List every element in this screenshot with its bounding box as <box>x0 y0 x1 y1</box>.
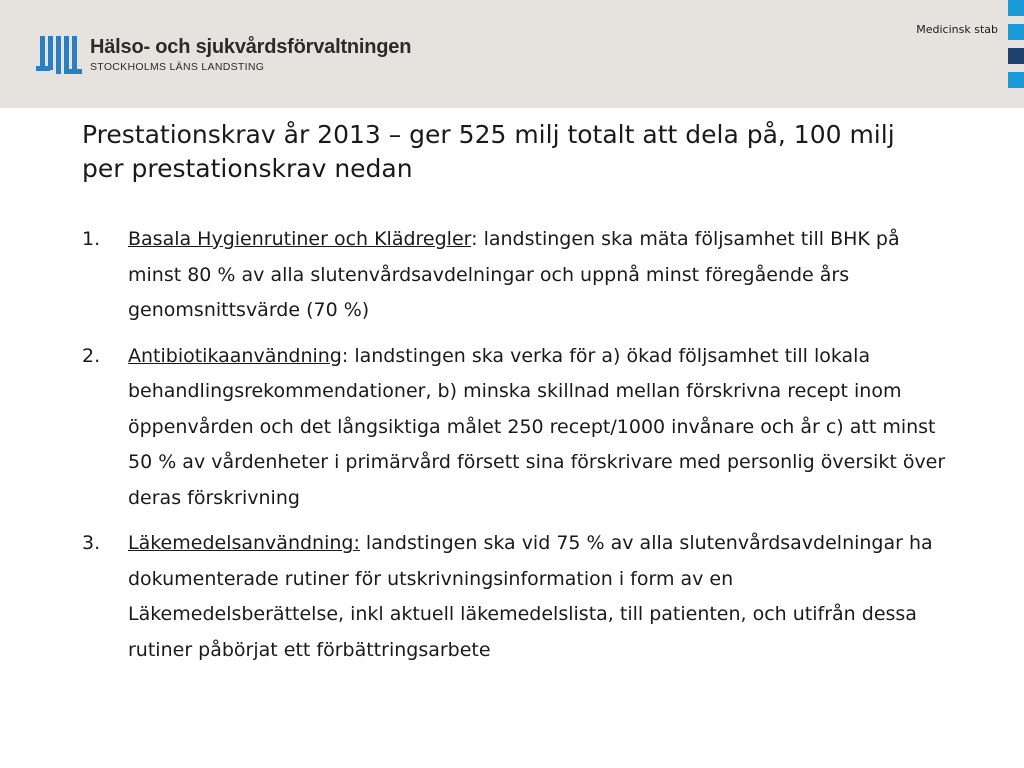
sll-logo-icon <box>36 36 82 76</box>
department-label: Medicinsk stab <box>916 23 998 36</box>
organization-name: Hälso- och sjukvårdsförvaltningen <box>90 36 412 58</box>
square-3 <box>1008 48 1024 64</box>
item-text: landstingen ska verka för a) ökad följsamhet till lokala behandlingsrekommendationer, b) minska skillnad mellan förskrivna recept inom öppenvården och det långsiktiga målet 250 recept/1000 invånare och år c) att minst 50 % av vårdenheter i primärvård försett sina förskrivare med personlig översikt över deras förskrivning <box>128 344 946 509</box>
square-2 <box>1008 24 1024 40</box>
organization-subtitle: STOCKHOLMS LÄNS LANDSTING <box>90 61 265 73</box>
list-item <box>82 339 952 517</box>
item-body <box>128 339 952 517</box>
item-text: landstingen ska mäta följsamhet till BHK på minst 80 % av alla slutenvårdsavdelningar och uppnå minst föregående års genomsnittsvärde (70 %) <box>128 228 900 321</box>
item-heading: Läkemedelsanvändning: <box>128 532 360 554</box>
header-band <box>0 0 1024 108</box>
item-number: 2. <box>82 344 101 367</box>
slide-title: Prestationskrav år 2013 – ger 525 milj totalt att dela på, 100 milj per prestationskrav nedan <box>82 120 895 183</box>
item-number: 3. <box>82 532 101 554</box>
organization-logo <box>36 36 411 76</box>
list-item <box>82 526 952 668</box>
square-1 <box>1008 0 1024 16</box>
item-separator: : <box>341 344 349 367</box>
item-body <box>128 222 952 329</box>
item-body <box>128 526 952 668</box>
item-text: landstingen ska vid 75 % av alla slutenvårdsavdelningar ha dokumenterade rutiner för utskrivningsinformation i form av en Läkemedelsberättelse, inkl aktuell läkemedelslista, till patienten, och utifrån dessa rutiner påbörjat ett förbättringsarbete <box>128 532 933 661</box>
decorative-squares <box>1008 0 1024 96</box>
item-heading: Basala Hygienrutiner och Klädregler <box>128 228 472 250</box>
list-item <box>82 222 952 329</box>
item-separator: : <box>471 228 478 250</box>
item-number: 1. <box>82 228 101 250</box>
square-4 <box>1008 72 1024 88</box>
requirements-list <box>82 222 952 678</box>
item-heading: Antibiotikaanvändning <box>128 344 342 367</box>
